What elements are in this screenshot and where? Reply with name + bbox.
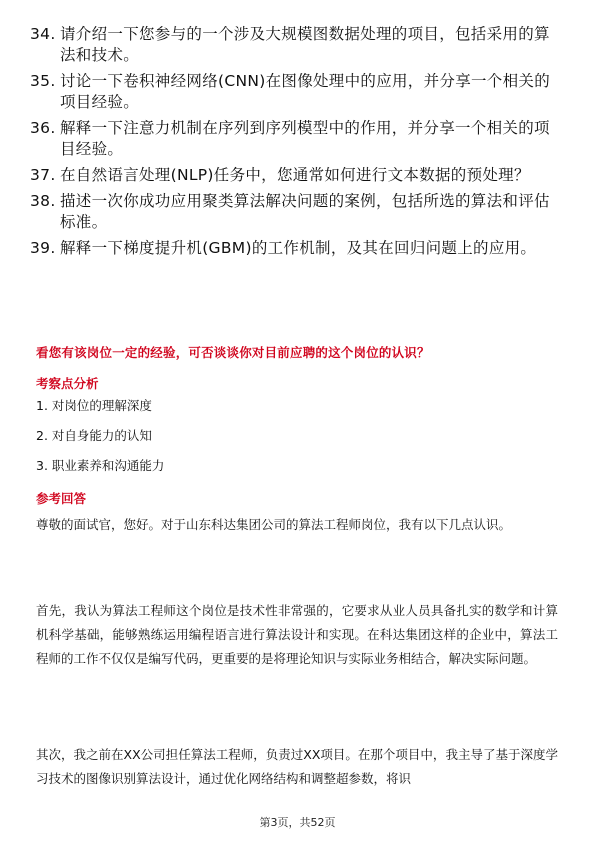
question-item: [30, 118, 560, 160]
question-text: 讨论一下卷积神经网络(CNN)在图像处理中的应用，并分享一个相关的项目经验。: [60, 72, 551, 111]
question-item: [30, 165, 560, 186]
question-number: 35.: [30, 72, 56, 90]
question-text: 请介绍一下您参与的一个涉及大规模图数据处理的项目，包括采用的算法和技术。: [60, 25, 550, 64]
question-text: 描述一次你成功应用聚类算法解决问题的案例，包括所选的算法和评估标准。: [60, 192, 550, 231]
question-number: 38.: [30, 192, 56, 210]
analysis-point: 2. 对自身能力的认知: [36, 428, 152, 443]
answer-heading: 参考回答: [36, 491, 87, 506]
question-text: 解释一下注意力机制在序列到序列模型中的作用，并分享一个相关的项目经验。: [60, 119, 550, 158]
question-number: 39.: [30, 239, 56, 257]
analysis-point: 3. 职业素养和沟通能力: [36, 458, 165, 473]
answer-paragraph: 其次，我之前在XX公司担任算法工程师，负责过XX项目。在那个项目中，我主导了基于深度学习技术的图像识别算法设计，通过优化网络结构和调整超参数，将识: [36, 747, 558, 786]
section-question-title: 看您有该岗位一定的经验，可否谈谈你对目前应聘的这个岗位的认识？: [36, 345, 430, 360]
answer-paragraph: 尊敬的面试官，您好。对于山东科达集团公司的算法工程师岗位，我有以下几点认识。: [36, 517, 512, 532]
question-number: 37.: [30, 166, 56, 184]
question-item: [30, 24, 560, 66]
answer-paragraph: 首先，我认为算法工程师这个岗位是技术性非常强的，它要求从业人员具备扎实的数学和计算机科学基础，能够熟练运用编程语言进行算法设计和实现。在科达集团这样的企业中，算法工程师的工作不仅仅是编写代码，更重要的是将理论知识与实际业务相结合，解决实际问题。: [36, 603, 558, 666]
question-item: [30, 71, 560, 113]
question-item: [30, 191, 560, 233]
page-footer: 第3页，共52页: [259, 816, 336, 829]
analysis-heading: 考察点分析: [36, 376, 99, 391]
question-text: 在自然语言处理(NLP)任务中，您通常如何进行文本数据的预处理？: [60, 166, 530, 184]
analysis-point: 1. 对岗位的理解深度: [36, 398, 152, 413]
question-text: 解释一下梯度提升机(GBM)的工作机制，及其在回归问题上的应用。: [60, 239, 537, 257]
question-number: 36.: [30, 119, 56, 137]
question-list: [30, 24, 560, 264]
question-item: [30, 238, 560, 259]
question-number: 34.: [30, 25, 56, 43]
analysis-point-list: [36, 398, 164, 488]
